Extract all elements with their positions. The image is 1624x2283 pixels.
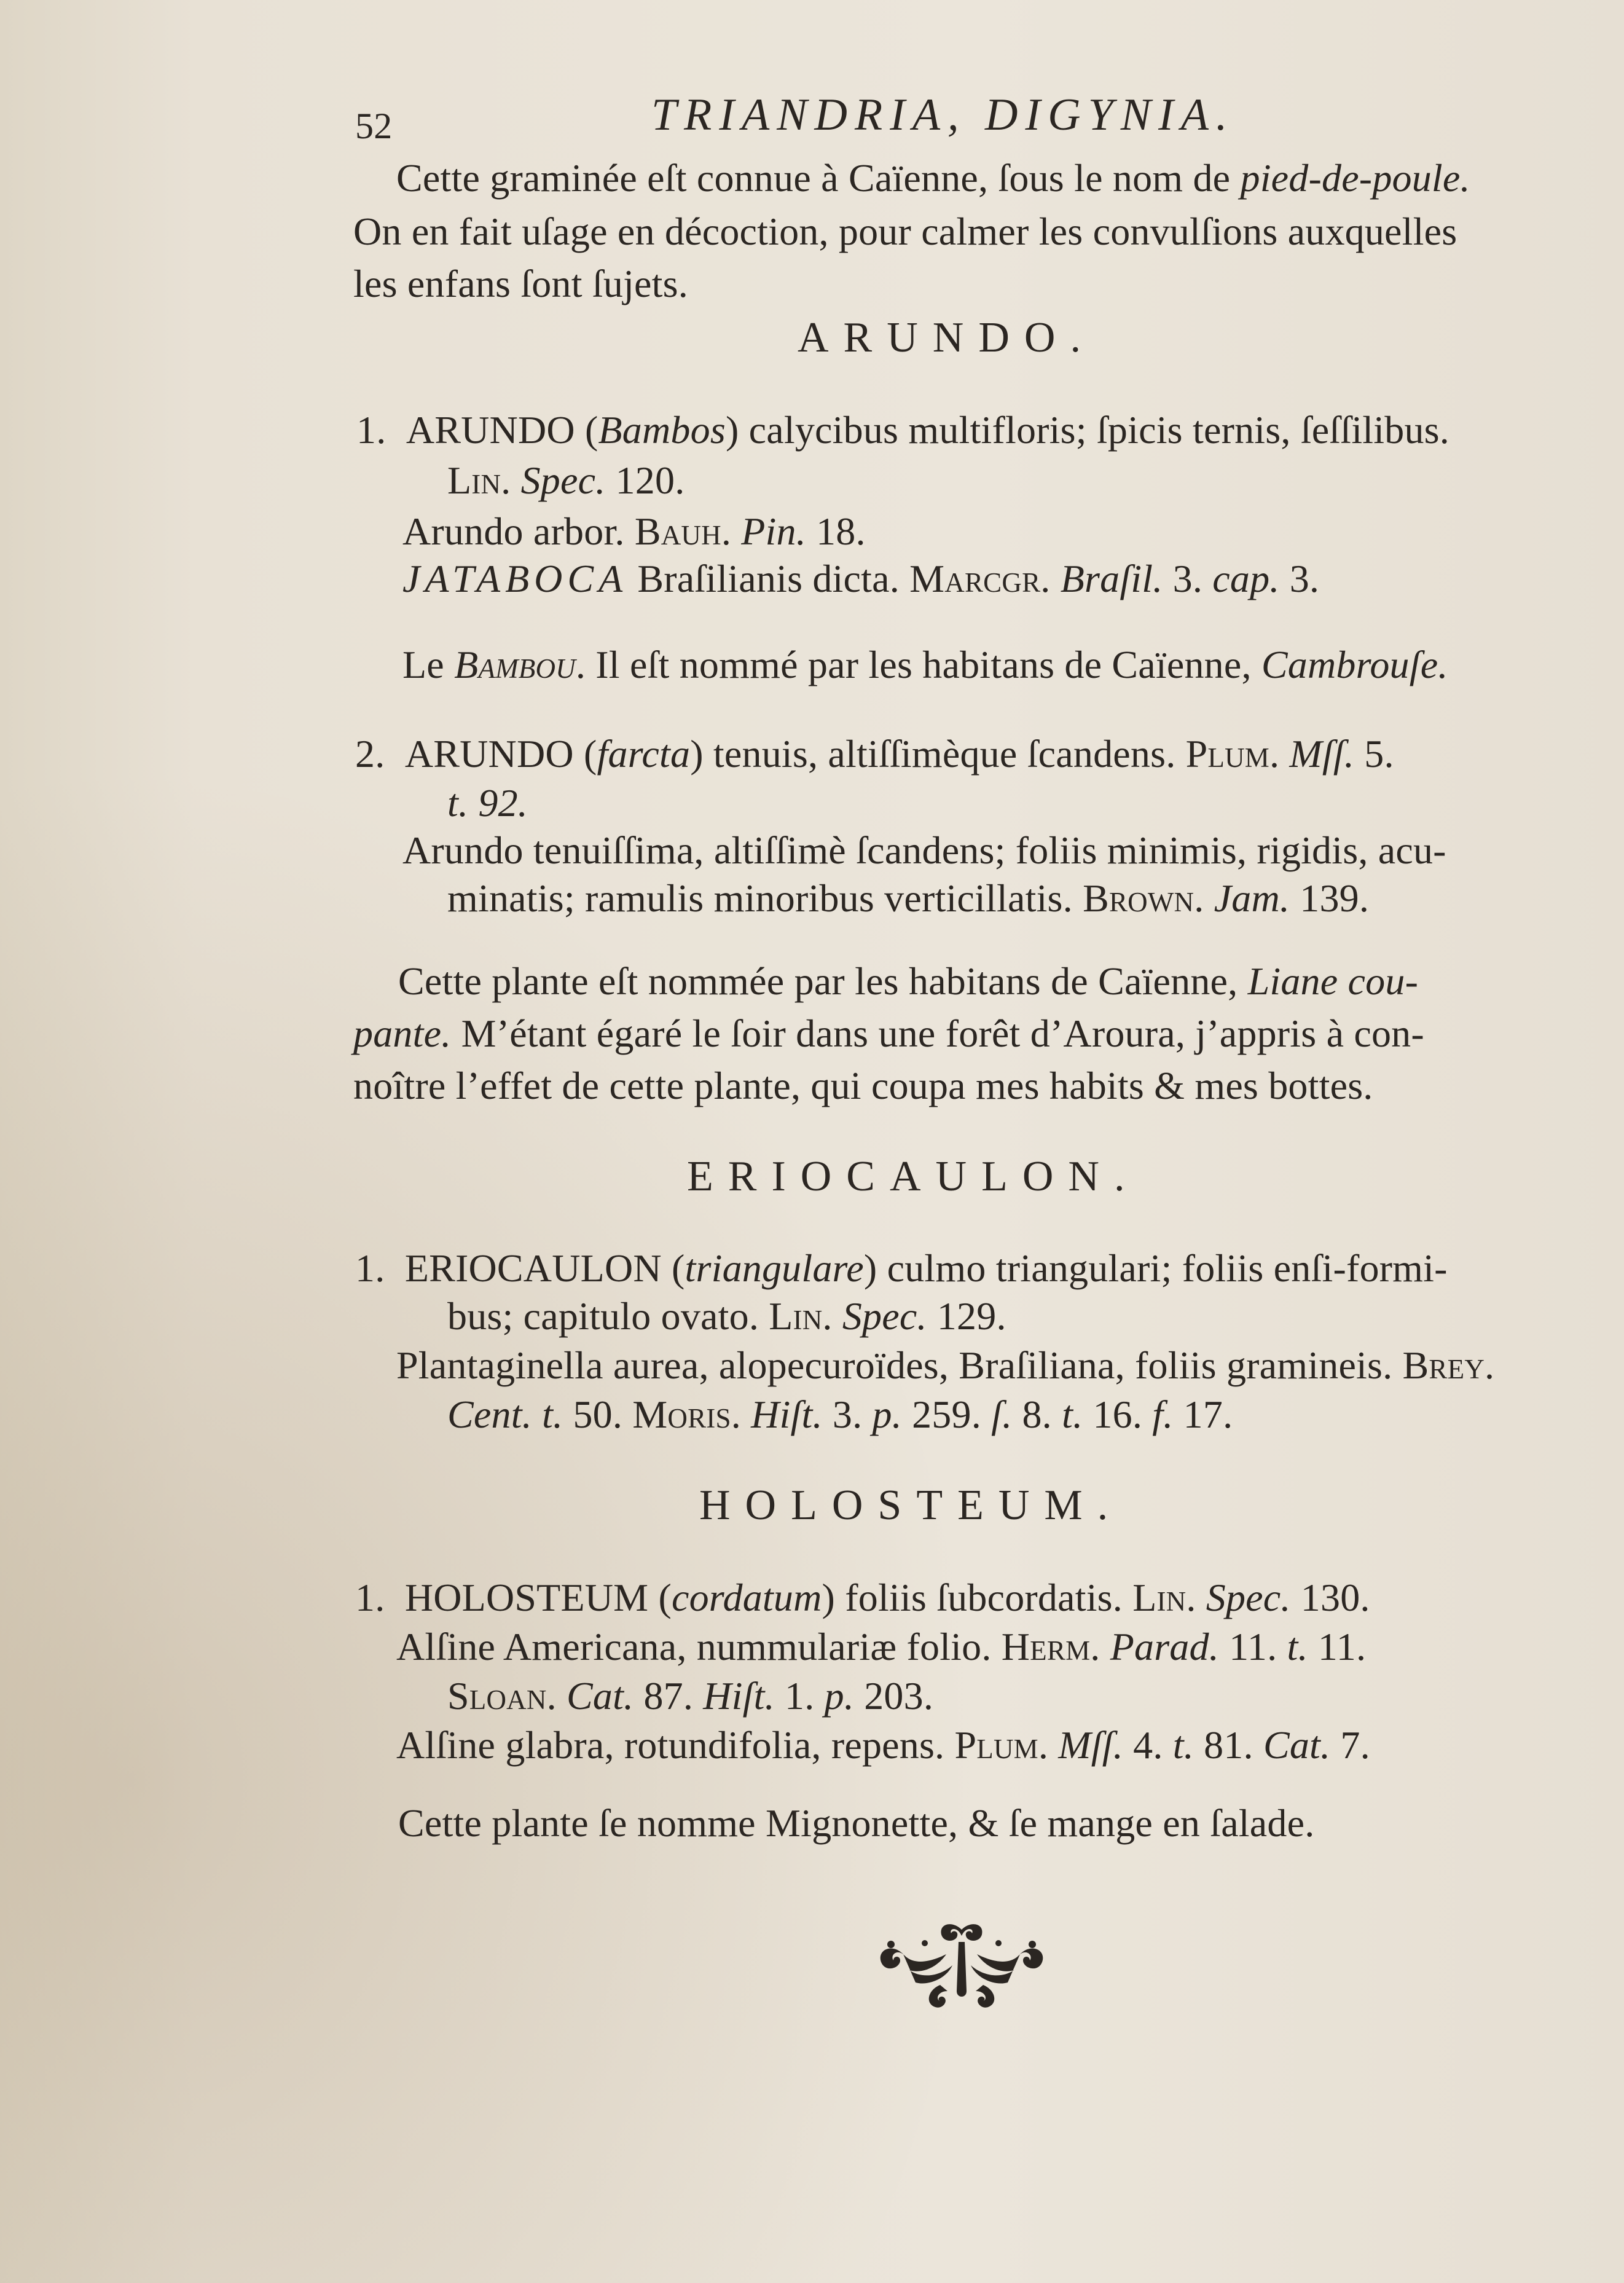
intro-line-3: les enfans ſont ſujets. — [353, 262, 688, 305]
author-ref: Marcgr. — [909, 557, 1051, 600]
species-epithet: farcta — [597, 732, 691, 776]
page-abbrev: p. — [872, 1393, 902, 1436]
entry-eriocaulon-1-line-3 — [396, 1343, 1495, 1387]
section-heading-holosteum: HOLOSTEUM. — [699, 1482, 1123, 1529]
intro-text: Cette graminée eſt connue à Caïenne, ſous le nom de — [396, 156, 1241, 200]
page-number: 52 — [355, 106, 393, 146]
work-ref: Spec. — [1196, 1576, 1291, 1619]
plate-abbrev: t. — [1172, 1723, 1194, 1767]
entry-description: ) foliis ſubcordatis. — [822, 1576, 1133, 1619]
entry-eriocaulon-1-line-4 — [447, 1395, 1233, 1434]
author-ref: Bauh. — [634, 509, 732, 553]
common-name: Bambou — [454, 643, 576, 686]
work-ref: Spec. — [511, 458, 606, 502]
arundo-paragraph-line-3: noître l’effet de cette plante, qui coupa mes habits & mes bottes. — [353, 1064, 1373, 1107]
entry-description: ) tenuis, altiſſimèque ſcandens. — [690, 732, 1186, 776]
author-ref: Brey. — [1402, 1343, 1495, 1387]
page-ref: 50. — [563, 1393, 633, 1436]
running-title: TRIANDRIA, DIGYNIA. — [651, 90, 1235, 140]
floral-tailpiece-ornament-icon — [866, 1917, 1057, 2016]
work-ref: Spec. — [832, 1294, 927, 1338]
entry-holosteum-1-line-4 — [396, 1723, 1370, 1767]
page-ref: 4. — [1123, 1723, 1173, 1767]
author-ref: Sloan. — [447, 1674, 557, 1718]
synonym: Braſilianis dicta. — [627, 557, 910, 600]
work-ref: Mſſ. — [1048, 1723, 1123, 1767]
vernacular-name: Liane cou- — [1247, 959, 1419, 1003]
page-ref: 129. — [927, 1294, 1006, 1338]
chapter-ref: cap. — [1212, 557, 1280, 600]
entry-number: 1. — [355, 1576, 385, 1619]
intro-line-2: On en fait uſage en décoction, pour calmer les convulſions auxquelles — [353, 210, 1457, 253]
paragraph-text: M’étant égaré le ſoir dans une forêt d’Aroura, j’appris à con- — [451, 1012, 1424, 1055]
entry-arundo-1-line-3 — [402, 509, 866, 553]
paragraph-text: Cette plante eſt nommée par les habitans de Caïenne, — [398, 959, 1248, 1003]
entry-holosteum-1-line-2 — [396, 1627, 1366, 1667]
page-ref: 81. — [1193, 1723, 1263, 1767]
entry-description: ) culmo triangulari; foliis enſi-formi- — [863, 1246, 1448, 1290]
entry-holosteum-1-line-3 — [447, 1676, 933, 1716]
entry-arundo-1-line-1 — [356, 408, 1449, 452]
species-epithet: triangulare — [685, 1246, 864, 1290]
author-ref: Lin. — [447, 458, 511, 502]
page-ref: 139. — [1290, 876, 1370, 920]
section-heading-arundo: ARUNDO. — [798, 314, 1096, 361]
work-ref: Hiſt. — [703, 1674, 775, 1718]
plate-abbrev: t. — [1062, 1393, 1083, 1436]
holosteum-note: Cette plante ſe nomme Mignonette, & ſe mange en ſalade. — [398, 1801, 1315, 1845]
author-ref: Moris. — [632, 1393, 741, 1436]
page-ref: 18. — [806, 509, 866, 553]
entry-genus: ERIOCAULON ( — [404, 1246, 685, 1290]
entry-description: minatis; ramulis minoribus verticillatis. — [447, 876, 1083, 920]
page-ref: 1. — [774, 1674, 825, 1718]
entry-arundo-2-line-4 — [447, 876, 1370, 920]
work-ref: Hiſt. — [740, 1393, 823, 1436]
author-ref: Plum. — [954, 1723, 1049, 1767]
entry-holosteum-1-line-1 — [355, 1578, 1370, 1617]
work-ref: Cent. t. — [447, 1393, 563, 1436]
section-heading-eriocaulon: ERIOCAULON. — [687, 1153, 1140, 1200]
synonym: Plantaginella aurea, alopecuroïdes, Braſiliana, foliis gramineis. — [396, 1343, 1403, 1387]
work-ref: Mſſ. — [1279, 732, 1355, 776]
figure-abbrev: f. — [1152, 1393, 1174, 1436]
entry-genus: ARUNDO ( — [406, 408, 598, 452]
page-ref: 11. — [1308, 1625, 1367, 1668]
author-ref: Herm. — [1001, 1625, 1100, 1668]
page-ref: 3. — [1163, 557, 1213, 600]
work-ref: Cat. — [556, 1674, 634, 1718]
author-ref: Lin. — [769, 1294, 833, 1338]
entry-eriocaulon-1-line-2 — [447, 1294, 1006, 1338]
section-abbrev: ſ. — [991, 1393, 1013, 1436]
author-ref: Lin. — [1132, 1576, 1196, 1619]
entry-number: 1. — [355, 1246, 385, 1290]
entry-genus: ARUNDO ( — [404, 732, 597, 776]
synonym: Alſine Americana, nummulariæ folio. — [396, 1625, 1002, 1668]
plate-abbrev: t. — [1287, 1625, 1308, 1668]
page-ref: 3. — [822, 1393, 873, 1436]
species-epithet: cordatum — [671, 1576, 822, 1619]
synonym: Alſine glabra, rotundifolia, repens. — [396, 1723, 955, 1767]
page-ref: 120. — [605, 458, 685, 502]
page-ref: 8. — [1012, 1393, 1062, 1436]
page-ref: 259. — [901, 1393, 992, 1436]
work-ref: Jam. — [1204, 876, 1290, 920]
page-ref: 87. — [634, 1674, 704, 1718]
arundo-paragraph-line-1 — [398, 959, 1419, 1003]
vernacular-name: pante. — [353, 1012, 452, 1055]
entry-number: 1. — [356, 408, 386, 452]
page-abbrev: p. — [824, 1674, 855, 1718]
entry-arundo-1-line-4 — [402, 559, 1319, 599]
entry-genus: HOLOSTEUM ( — [404, 1576, 672, 1619]
work-ref: Braſil. — [1050, 557, 1163, 600]
page-ref: 17. — [1173, 1393, 1233, 1436]
intro-line-1 — [396, 156, 1470, 200]
synonym-name: JATABOCA — [402, 557, 628, 600]
page-ref: 3. — [1279, 557, 1320, 600]
entry-eriocaulon-1-line-1 — [355, 1246, 1448, 1290]
vernacular-name: Cambrouſe. — [1261, 643, 1448, 686]
entry-arundo-2-line-2: t. 92. — [447, 781, 528, 825]
entry-description: . Il eſt nommé par les habitans de Caïenne, — [575, 643, 1261, 686]
entry-number: 2. — [355, 732, 385, 776]
author-ref: Brown. — [1083, 876, 1204, 920]
vernacular-name: pied-de-poule. — [1240, 156, 1470, 200]
entry-arundo-2-line-1 — [355, 734, 1394, 774]
page-ref: 130. — [1290, 1576, 1370, 1619]
entry-arundo-1-line-5 — [402, 645, 1448, 685]
entry-description: ) calycibus multifloris; ſpicis ternis, ſeſſilibus. — [725, 408, 1449, 452]
work-ref: Cat. — [1263, 1723, 1331, 1767]
synonym: Arundo arbor. — [402, 509, 635, 553]
page-ref: 11. — [1218, 1625, 1287, 1668]
entry-arundo-1-line-2 — [447, 458, 685, 502]
work-ref: Parad. — [1100, 1625, 1219, 1668]
author-ref: Plum. — [1185, 732, 1280, 776]
page-ref: 203. — [854, 1674, 934, 1718]
page-ref: 16. — [1083, 1393, 1153, 1436]
species-epithet: Bambos — [598, 408, 726, 452]
entry-description: bus; capitulo ovato. — [447, 1294, 769, 1338]
common-name-prefix: Le — [402, 643, 455, 686]
work-ref: Pin. — [731, 509, 806, 553]
arundo-paragraph-line-2 — [353, 1014, 1424, 1053]
page-ref: 5. — [1354, 732, 1394, 776]
entry-arundo-2-line-3: Arundo tenuiſſima, altiſſimè ſcandens; foliis minimis, rigidis, acu- — [402, 828, 1446, 872]
page-ref: 7. — [1330, 1723, 1370, 1767]
